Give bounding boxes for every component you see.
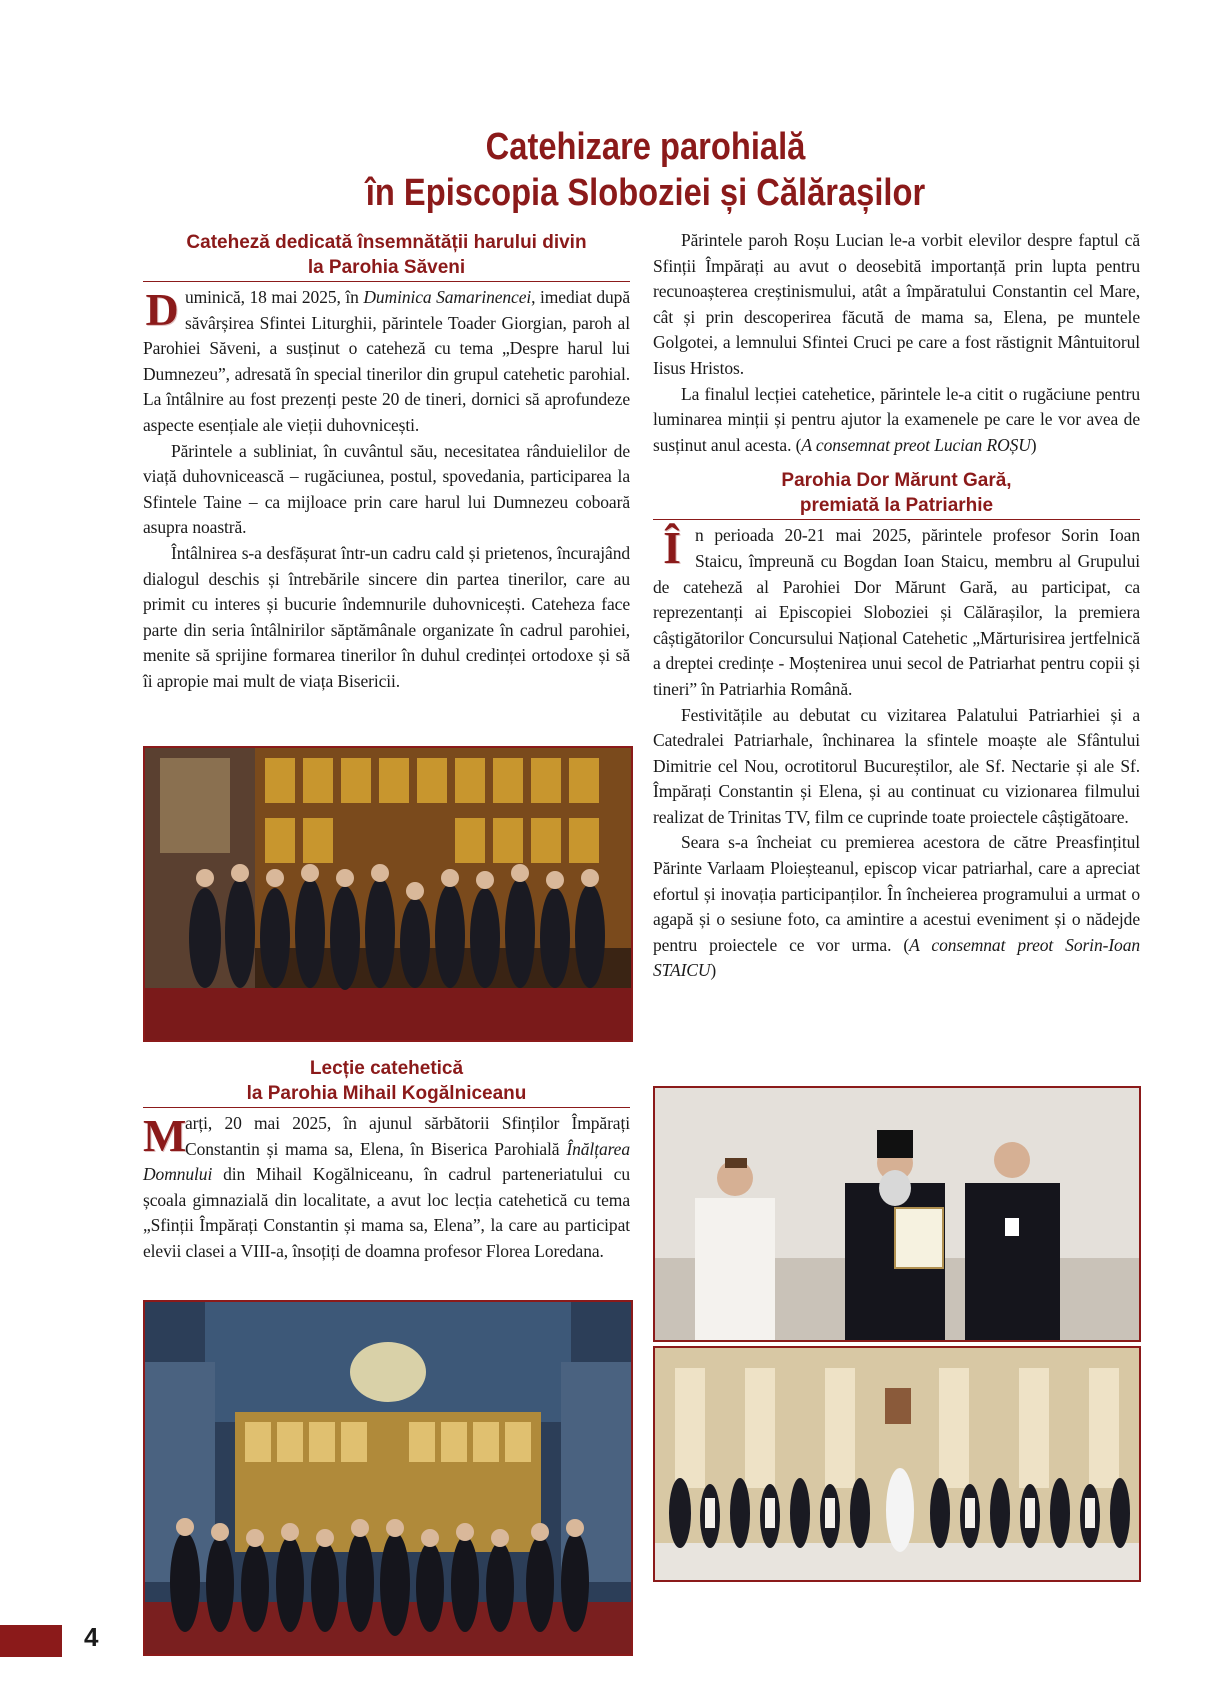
photo-patriarchate-group (653, 1346, 1141, 1582)
text-italic: A consemnat preot Sorin-Ioan STAICU (653, 934, 1140, 981)
text: ) (710, 960, 717, 981)
text: , imediat după săvârșirea Sfintei Liturghii, părintele Toader Giorgian, paroh al Parohiei Săveni, a susținut o cateheză cu tema „Despre harul lui Dumnezeu”, adresată în special tinerilor din grupul catehetic parohial. La întâlnire au fost prezenți peste 20 de tineri, dornici să aprofundeze aspecte esențiale ale vieții duhovnicești. (143, 287, 630, 435)
article-kogalniceanu-continued (653, 228, 1140, 984)
text: Seara s-a încheiat cu premierea acestora de către Preasfințitul Părinte Varlaam Ploieșteanul, episcop vicar patriarhal, care a apreciat efortul și inovația participanților. În încheierea programului a urmat o agapă și o sesiune foto, ca amintire a acestui eveniment și o nădejde pentru proiectele ce vor urma. ( (653, 832, 1140, 955)
article-kogalniceanu (143, 1056, 630, 1265)
section-heading-kogalniceanu (143, 1056, 630, 1108)
text-italic: A consemnat preot Lucian ROȘU (801, 434, 1031, 455)
text-italic: Înălțarea Domnului (143, 1138, 630, 1185)
section-heading-line: premiată la Patriarhie (799, 495, 994, 517)
paragraph (143, 1111, 630, 1265)
section-heading-saveni (143, 230, 630, 282)
section-heading-line: Lecție catehetică (309, 1058, 464, 1079)
paragraph: Părintele a subliniat, în cuvântul său, necesitatea rânduielilor de viață duhovnicească – rugăciunea, postul, spovedania, participarea la Sfintele Taine – ca mijloace prin care harul lui Dumnezeu coboară asupra noastră. (143, 440, 630, 538)
paragraph (653, 523, 1140, 702)
text: n perioada 20-21 mai 2025, părintele profesor Sorin Ioan Staicu, împreună cu Bogdan Ioan Staicu, membru al Grupului de cateheză al Parohiei Dor Mărunt Gară, au participat, ca reprezentanți ai Episcopiei Sloboziei și Călărașilor, la premiera câștigătorilor Concursului Național Catehetic „Mărturisirea jertfelnică a dreptei credințe - Moștenirea unui secol de Patriarhat pentru copii și tineri” în Patriarhia Română. (653, 525, 1140, 699)
paragraph (653, 382, 1140, 459)
section-heading-line: la Parohia Mihail Kogălniceanu (246, 1083, 527, 1104)
text: La finalul lecției catehetice, părintele le-a citit o rugăciune pentru luminarea minții și pentru ajutor la examenele pe care le vor avea de susținut anul acesta. ( (653, 383, 1140, 455)
drop-cap: Î (663, 522, 681, 574)
drop-cap: M (143, 1110, 187, 1161)
photo-award-ceremony (653, 1086, 1141, 1342)
paragraph (653, 830, 1140, 984)
page-number-bar (0, 1625, 62, 1657)
page-title-line2: în Episcopia Sloboziei și Călărașilor (365, 172, 926, 214)
photo-kogalniceanu-group (143, 1300, 633, 1656)
photo-saveni-group (143, 746, 633, 1042)
section-heading-line: Cateheză dedicată însemnătății harului divin (186, 232, 587, 253)
section-heading-line: Parohia Dor Mărunt Gară, (781, 470, 1012, 492)
text: arți, 20 mai 2025, în ajunul sărbătorii Sfinților Împărați Constantin și mama sa, Elena, în Biserica Parohială (185, 1113, 630, 1159)
drop-cap: D (145, 284, 179, 335)
text-italic: Duminica Samarinencei (363, 287, 532, 307)
text: uminică, 18 mai 2025, în (185, 287, 364, 307)
paragraph: Părintele paroh Roșu Lucian le-a vorbit elevilor despre faptul că Sfinții Împărați au avut o deosebită importanță prin lupta pentru recunoașterea creștinismului, atât a împăratului Constantin cel Mare, cât și prin descoperirea făcută de mama sa, Elena, pe muntele Golgotei, a lemnului Sfintei Cruci pe care a fost răstignit Mântuitorul Iisus Hristos. (653, 230, 1140, 378)
page-title (211, 124, 1080, 216)
article-saveni (143, 230, 630, 695)
page-number: 4 (84, 1622, 99, 1652)
paragraph: Întâlnirea s-a desfășurat într-un cadru cald și prietenos, încurajând dialogul deschis și întrebările sincere din partea tinerilor, care au primit cu interes și bucurie îndemnurile duhovnicești. Cateheza face parte din seria întâlnirilor săptămânale organizate în cadrul parohiei, menite să sprijine formarea tinerilor în duhul credinței ortodoxe și să îi apropie mai mult de viața Bisericii. (143, 542, 630, 691)
text: din Mihail Kogălniceanu, în cadrul parteneriatului cu școala gimnazială din localitate, a avut loc lecția catehetică cu tema „Sfinții Împărați Constantin și mama sa, Elena”, la care au participat elevii clasei a VIII-a, însoțiți de doamna profesor Florea Loredana. (143, 1164, 630, 1261)
text: ) (1030, 434, 1037, 455)
section-heading-line: la Parohia Săveni (307, 257, 466, 278)
page-title-line1: Catehizare parohială (485, 126, 806, 168)
paragraph (143, 285, 630, 439)
section-heading-dor-marunt (653, 468, 1140, 520)
paragraph: Festivitățile au debutat cu vizitarea Palatului Patriarhiei și a Catedralei Patriarhale, închinarea la sfintele moaște ale Sfântului Dimitrie cel Nou, ocrotitorul Bucureștilor, ale Sf. Nectarie și ale Sf. Împărați Constantin și Elena, și au continuat cu vizionarea filmului realizat de Trinitas TV, film ce cuprinde toate proiectele câștigătoare. (653, 704, 1140, 827)
